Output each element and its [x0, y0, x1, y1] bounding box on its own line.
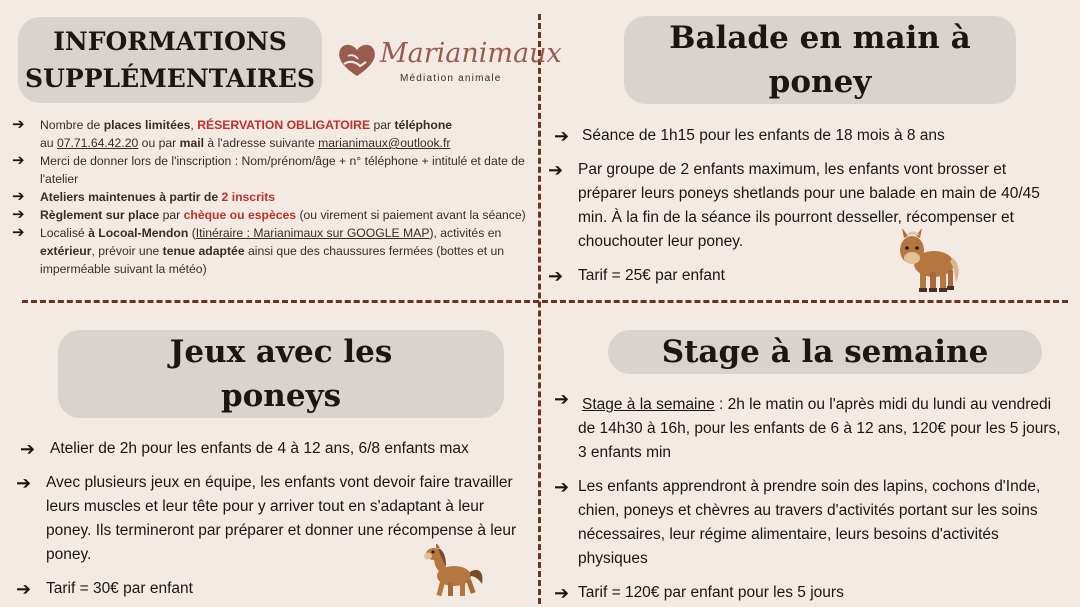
info-item-places: ➔ Nombre de places limitées, RÉSERVATION OBLIGATOIRE par téléphone au 07.71.64.42.20 ou par mail à l'adresse suivante marianimaux@outlook.fr: [12, 116, 453, 150]
balade-item-seance: ➔ Séance de 1h15 pour les enfants de 18 mois à 8 ans: [554, 126, 945, 146]
balade-title-line2: poney: [768, 64, 872, 100]
arrow-icon: ➔: [554, 583, 570, 603]
jeux-item-tarif: ➔ Tarif = 30€ par enfant: [16, 579, 193, 599]
info-item-ateliers: ➔ Ateliers maintenues à partir de 2 inscrits: [12, 188, 276, 205]
arrow-icon: ➔: [554, 477, 570, 497]
logo-name: Marianimaux: [380, 38, 562, 69]
arrow-icon: ➔: [20, 439, 36, 459]
stage-title: [608, 330, 1042, 374]
arrow-icon: ➔: [12, 152, 25, 169]
info-title-line1: INFORMATIONS: [53, 27, 287, 56]
arrow-icon: ➔: [554, 126, 570, 146]
arrow-icon: ➔: [16, 579, 32, 599]
balade-title-line1: Balade en main à: [669, 20, 971, 56]
marianimaux-logo: [334, 36, 562, 88]
jeux-title-line2: poneys: [220, 378, 342, 414]
arrow-icon: ➔: [12, 116, 25, 133]
balade-title: [624, 16, 1016, 104]
jeux-title: [58, 330, 504, 418]
info-item-reglement: ➔ Règlement sur place par chèque ou espèces (ou virement si paiement avant la séance): [12, 206, 526, 223]
arrow-icon: ➔: [12, 188, 25, 205]
arrow-icon: ➔: [16, 473, 32, 493]
stage-item-horaires: ➔ Stage à la semaine : 2h le matin ou l'après midi du lundi au vendredi de 14h30 à 16h, pour les enfants de 6 à 12 ans, 120€ pour les 5 jours, 3 enfants min: [554, 389, 1061, 461]
arrow-icon: ➔: [12, 224, 25, 241]
arrow-icon: ➔: [554, 389, 570, 409]
jeux-title-line1: Jeux avec les: [169, 334, 393, 370]
pony-illustration-front: [894, 228, 962, 294]
phone-link[interactable]: 07.71.64.42.20: [56, 136, 139, 150]
info-item-inscription: ➔ Merci de donner lors de l'inscription : Nom/prénom/âge + n° téléphone + intitulé et date de l'atelier: [12, 152, 525, 186]
info-list: [12, 116, 532, 278]
email-link[interactable]: marianimaux@outlook.fr: [318, 136, 451, 150]
logo-subtitle: Médiation animale: [400, 73, 502, 84]
balade-list: [540, 124, 1060, 288]
arrow-icon: ➔: [548, 160, 564, 180]
heart-hands-icon: [336, 40, 378, 80]
balade-item-tarif: ➔ Tarif = 25€ par enfant: [548, 266, 725, 286]
stage-title-text: Stage à la semaine: [661, 334, 989, 370]
info-title-line2: SUPPLÉMENTAIRES: [25, 64, 315, 93]
stage-list: [540, 389, 1070, 605]
balade-item-description: ➔ Par groupe de 2 enfants maximum, les enfants vont brosser et préparer leurs poneys shetlands pour une balade en main de 40/45 min. À la fin de la séance ils pourront desseller, récompenser et chouchouter leur poney.: [548, 160, 1040, 250]
horizontal-divider: [22, 300, 1068, 303]
info-item-localisation: ➔ Localisé à Locoal-Mendon (Itinéraire : Marianimaux sur GOOGLE MAP), activités en extérieur, prévoir une tenue adaptée ainsi que des chaussures fermées (bottes et un imperméable suivant la météo): [12, 224, 505, 276]
jeux-item-description: ➔ Avec plusieurs jeux en équipe, les enfants vont devoir faire travailler leurs muscles et leur tête pour y arriver tout en s'adaptant à leur poney. Ils termineront par préparer et donner une récompense à leur poney.: [16, 473, 517, 563]
stage-item-description: ➔ Les enfants apprendront à prendre soin des lapins, cochons d'Inde, chien, poneys et chèvres au travers d'activités portant sur les soins nécessaires, leur régime alimentaire, leurs besoins d'activités physiques: [554, 477, 1041, 567]
info-title: [18, 17, 322, 103]
jeux-item-atelier: ➔ Atelier de 2h pour les enfants de 4 à 12 ans, 6/8 enfants max: [20, 439, 469, 459]
arrow-icon: ➔: [548, 266, 564, 286]
stage-link[interactable]: Stage à la semaine: [582, 396, 715, 413]
stage-item-tarif: ➔ Tarif = 120€ par enfant pour les 5 jours: [554, 583, 844, 603]
map-link[interactable]: Itinéraire : Marianimaux sur GOOGLE MAP: [195, 226, 430, 240]
pony-illustration-side: [424, 544, 486, 600]
arrow-icon: ➔: [12, 206, 25, 223]
